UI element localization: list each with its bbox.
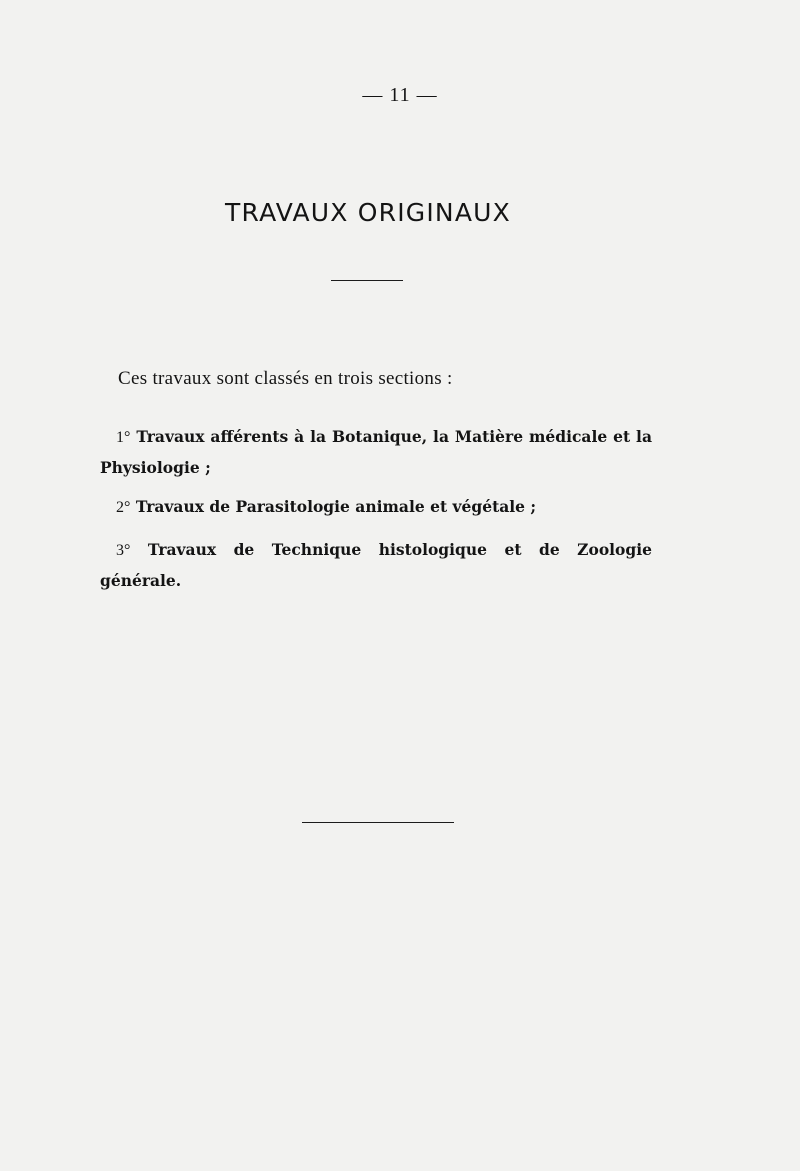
section-item-2 bbox=[100, 492, 652, 523]
section-text: Travaux de Parasitologie animale et végétale ; bbox=[135, 497, 537, 516]
section-item-3 bbox=[100, 535, 652, 596]
title-divider bbox=[331, 280, 403, 281]
page-number: — 11 — bbox=[362, 84, 438, 106]
closing-divider bbox=[302, 822, 454, 823]
section-number: 2° bbox=[116, 499, 131, 516]
section-text: Travaux de Technique histologique et de Zoologie générale. bbox=[100, 540, 652, 590]
intro-text: Ces travaux sont classés en trois sections : bbox=[118, 368, 453, 389]
page-title: TRAVAUX ORIGINAUX bbox=[225, 198, 511, 227]
section-number: 3° bbox=[116, 542, 131, 559]
section-text: Travaux afférents à la Botanique, la Matière médicale et la Physiologie ; bbox=[100, 427, 652, 477]
section-number: 1° bbox=[116, 429, 131, 446]
section-item-1 bbox=[100, 422, 652, 483]
